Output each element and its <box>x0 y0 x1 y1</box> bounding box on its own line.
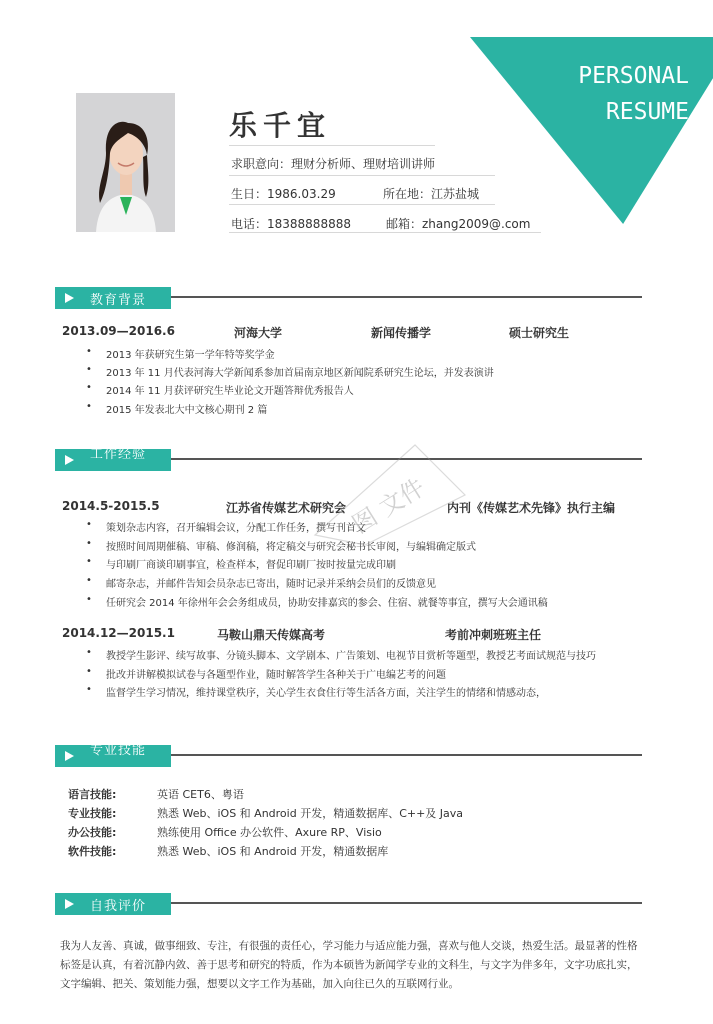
play-triangle-icon <box>65 751 74 761</box>
list-item: • 按照时间周期催稿、审稿、修润稿，将定稿交与研究会秘书长审阅，与编辑确定版式 <box>106 538 476 553</box>
list-item: • 2014 年 11 月获评研究生毕业论文开题答辩优秀报告人 <box>106 382 354 397</box>
list-item: • 监督学生学习情况，维持课堂秩序，关心学生衣食住行等生活各方面，关注学生的情绪和情感动态， <box>106 684 546 699</box>
job-objective: 求职意向：理财分析师、理财培训讲师 <box>231 157 436 171</box>
person-portrait-icon <box>76 93 175 232</box>
corner-title <box>578 58 689 130</box>
list-item: • 批改并讲解模拟试卷与各题型作业，随时解答学生各种关于广电编艺考的问题 <box>106 666 446 681</box>
skill-value: 熟悉 Web、iOS 和 Android 开发，精通数据库、C++及 Java <box>157 807 464 820</box>
edu-major: 新闻传播学 <box>371 326 432 340</box>
skill-label: 软件技能: <box>68 845 117 858</box>
job-period: 2014.5-2015.5 <box>62 499 160 513</box>
section-education-header <box>55 287 171 309</box>
play-triangle-icon <box>65 455 74 465</box>
job-role: 考前冲刺班班主任 <box>445 628 542 642</box>
list-item: • 策划杂志内容，召开编辑会议，分配工作任务，撰写刊首文 <box>106 519 366 534</box>
corner-line-1: PERSONAL <box>578 63 689 89</box>
section-title: 专业技能 <box>90 743 147 758</box>
section-work-header <box>55 449 171 471</box>
email: 邮箱：zhang2009@.com <box>386 217 531 231</box>
phone: 电话：18388888888 <box>231 217 351 231</box>
skill-value: 熟练使用 Office 办公软件、Axure RP、Visio <box>157 826 382 839</box>
play-triangle-icon <box>65 293 74 303</box>
list-item: • 2013 年获研究生第一学年特等奖学金 <box>106 346 275 361</box>
play-triangle-icon <box>65 899 74 909</box>
contact-underline <box>229 232 541 233</box>
profile-photo <box>76 93 175 232</box>
watermark-text: 图 文件 <box>347 473 430 540</box>
job-org: 江苏省传媒艺术研究会 <box>226 501 347 515</box>
name-underline <box>229 145 435 146</box>
candidate-name: 乐千宜 <box>229 109 332 142</box>
edu-school: 河海大学 <box>234 326 283 340</box>
skill-label: 语言技能: <box>68 788 117 801</box>
list-item: • 2013 年 11 月代表河海大学新闻系参加首届南京地区新闻院系研究生论坛，并发表演讲 <box>106 364 494 379</box>
list-item: • 教授学生影评、续写故事、分镜头脚本、文学剧本、广告策划、电视节目赏析等题型，教授艺考面试规范与技巧 <box>106 647 596 662</box>
skill-value: 熟悉 Web、iOS 和 Android 开发，精通数据库 <box>157 845 389 858</box>
section-skills-header <box>55 745 171 767</box>
location: 所在地：江苏盐城 <box>383 187 480 201</box>
job-org: 马鞍山鼎天传媒高考 <box>217 628 326 642</box>
section-rule <box>171 754 642 756</box>
list-item: • 任研究会 2014 年徐州年会会务组成员，协助安排嘉宾的参会、住宿、就餐等事宜，撰写大会通讯稿 <box>106 594 548 609</box>
section-title: 自我评价 <box>90 899 147 914</box>
section-title: 工作经验 <box>90 447 147 462</box>
self-evaluation-text: 我为人友善、真诚，做事细致、专注，有很强的责任心，学习能力与适应能力强，喜欢与他人交谈，热爱生活。最显著的性格标签是认真，有着沉静内敛、善于思考和研究的特质，作为本硕皆为新闻学专业的文科生，与文字为伴多年，文字功底扎实，文字编辑、把关、策划能力强，想要以文字工作为基础，加入向往已久的互联网行业。 <box>60 940 638 990</box>
edu-period: 2013.09—2016.6 <box>62 324 175 338</box>
edu-degree: 硕士研究生 <box>509 326 570 340</box>
section-title: 教育背景 <box>90 293 147 308</box>
corner-line-2: RESUME <box>605 99 689 125</box>
list-item: • 与印刷厂商谈印刷事宜，检查样本，督促印刷厂按时按量完成印刷 <box>106 556 396 571</box>
job-role: 内刊《传媒艺术先锋》执行主编 <box>447 501 616 515</box>
birth-date: 生日：1986.03.29 <box>231 187 336 201</box>
section-rule <box>171 902 642 904</box>
skill-label: 办公技能: <box>68 826 117 839</box>
job-period: 2014.12—2015.1 <box>62 626 175 640</box>
section-self-header <box>55 893 171 915</box>
section-rule <box>171 296 642 298</box>
watermark <box>305 440 475 550</box>
skill-value: 英语 CET6、粤语 <box>157 788 244 801</box>
list-item: • 邮寄杂志，并邮件告知会员杂志已寄出，随时记录并采纳会员们的反馈意见 <box>106 575 436 590</box>
birth-underline <box>229 204 495 205</box>
skill-label: 专业技能: <box>68 807 117 820</box>
objective-underline <box>229 175 495 176</box>
list-item: • 2015 年发表北大中文核心期刊 2 篇 <box>106 401 267 416</box>
